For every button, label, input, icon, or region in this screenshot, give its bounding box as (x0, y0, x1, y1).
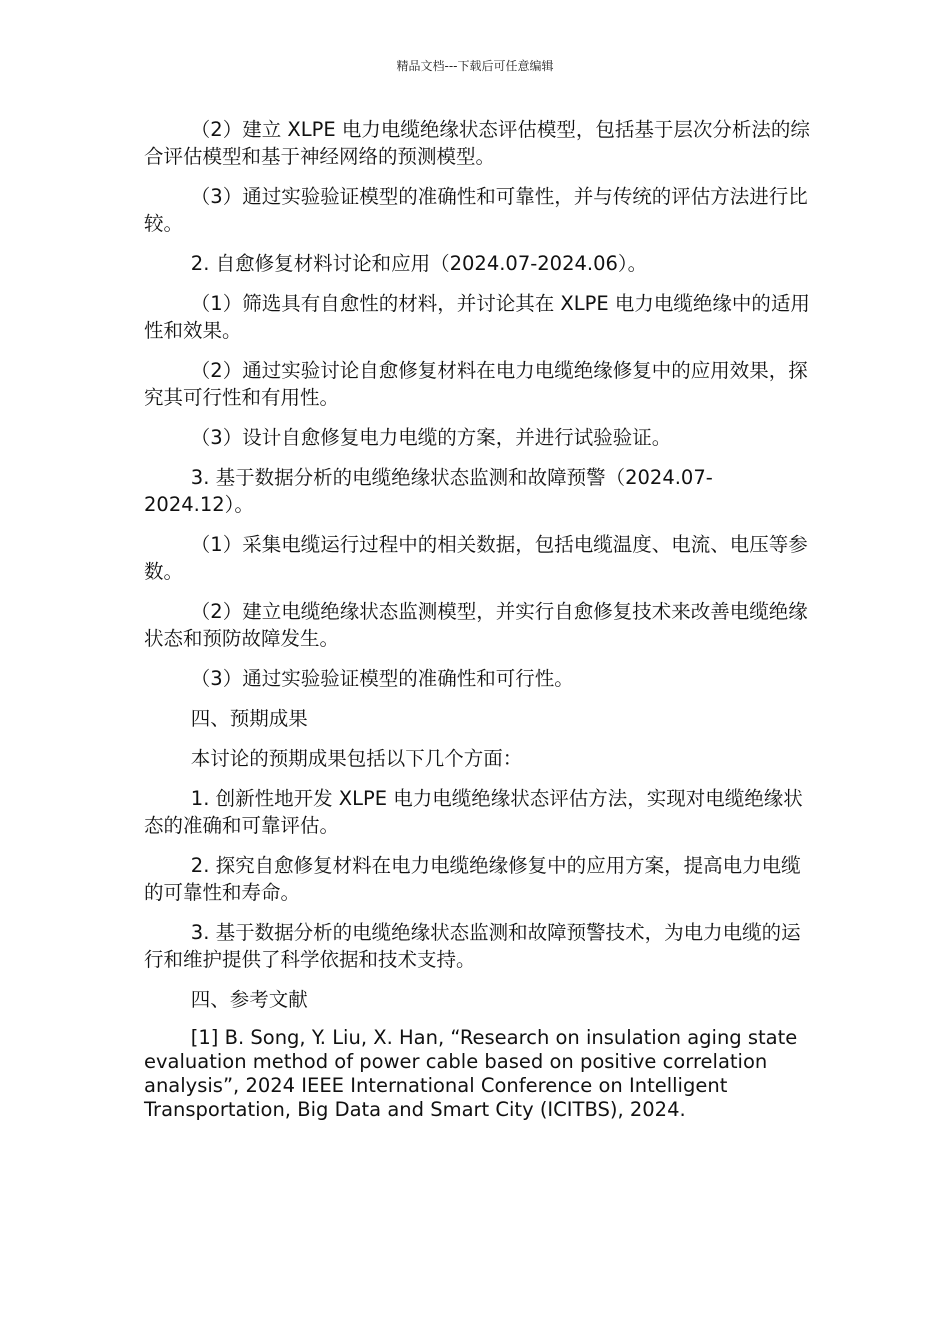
reference-entry: [1] B. Song, Y. Liu, X. Han, “Research on insulation aging state evaluation method of power cable based on positive correlation analysis”, 2024 IEEE International Conference on Intelligent Transportation, Big Data and Smart City (ICITBS), 2024. (144, 1026, 798, 1121)
page-header: 精品文档---下载后可任意编辑 (396, 59, 554, 73)
paragraph: 本讨论的预期成果包括以下几个方面： (190, 747, 523, 770)
paragraph: （2）建立电缆绝缘状态监测模型，并实行自愈修复技术来改善电缆绝缘状态和预防故障发生。 (144, 600, 808, 650)
document-body (144, 116, 812, 1135)
list-item: 3. 基于数据分析的电缆绝缘状态监测和故障预警技术，为电力电缆的运行和维护提供了科学依据和技术支持。 (144, 921, 801, 971)
paragraph: （3）通过实验验证模型的准确性和可靠性，并与传统的评估方法进行比较。 (144, 185, 808, 235)
paragraph: （1）采集电缆运行过程中的相关数据，包括电缆温度、电流、电压等参数。 (144, 533, 808, 583)
list-item: 1. 创新性地开发 XLPE 电力电缆绝缘状态评估方法，实现对电缆绝缘状态的准确和可靠评估。 (144, 787, 803, 837)
section-item: 2. 自愈修复材料讨论和应用（2024.07-2024.06）。 (190, 252, 648, 275)
section-heading: 四、参考文献 (190, 988, 308, 1011)
paragraph: （3）设计自愈修复电力电缆的方案，并进行试验验证。 (190, 426, 672, 449)
paragraph: （2）通过实验讨论自愈修复材料在电力电缆绝缘修复中的应用效果，探究其可行性和有用性。 (144, 359, 808, 409)
paragraph: （1）筛选具有自愈性的材料，并讨论其在 XLPE 电力电缆绝缘中的适用性和效果。 (144, 292, 810, 342)
paragraph: （3）通过实验验证模型的准确性和可行性。 (190, 667, 574, 690)
section-item: 3. 基于数据分析的电缆绝缘状态监测和故障预警（2024.07-2024.12）。 (144, 466, 713, 516)
paragraph: （2）建立 XLPE 电力电缆绝缘状态评估模型，包括基于层次分析法的综合评估模型和基于神经网络的预测模型。 (144, 118, 810, 168)
section-heading: 四、预期成果 (190, 707, 308, 730)
list-item: 2. 探究自愈修复材料在电力电缆绝缘修复中的应用方案，提高电力电缆的可靠性和寿命。 (144, 854, 801, 904)
